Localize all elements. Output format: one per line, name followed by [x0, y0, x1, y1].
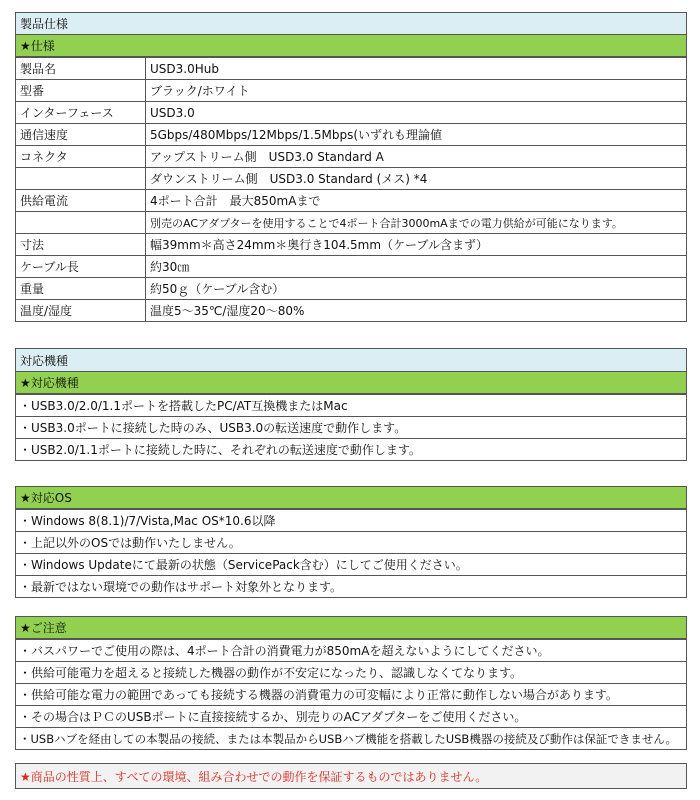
spec-section-header: 製品仕様 — [15, 12, 687, 35]
table-row — [16, 80, 687, 102]
compat-section-header: 対応機種 — [15, 348, 687, 372]
spec-key: 寸法 — [16, 234, 146, 256]
compat-list — [15, 394, 687, 461]
compat-subheader: ★対応機種 — [15, 372, 687, 394]
spec-value: 別売のACアダプターを使用することで4ポート合計3000mAまでの電力供給が可能になります。 — [146, 212, 687, 234]
list-item: ・上記以外のOSでは動作いたしません。 — [16, 532, 687, 554]
spec-table — [15, 57, 687, 322]
os-section — [15, 486, 687, 598]
os-list — [15, 509, 687, 598]
spec-key: 通信速度 — [16, 124, 146, 146]
table-row — [16, 278, 687, 300]
spec-key: ケーブル長 — [16, 256, 146, 278]
spec-value: 約50ｇ（ケーブル含む） — [146, 278, 687, 300]
spec-key — [16, 212, 146, 234]
spec-key: 温度/湿度 — [16, 300, 146, 322]
spec-section — [15, 12, 687, 322]
spec-key: コネクタ — [16, 146, 146, 168]
spec-value: ブラック/ホワイト — [146, 80, 687, 102]
table-row — [16, 212, 687, 234]
table-row — [16, 124, 687, 146]
spec-key — [16, 168, 146, 190]
spec-key: 重量 — [16, 278, 146, 300]
list-item: ・供給可能な電力の範囲であっても接続する機器の消費電力の可変幅により正常に動作しない場合があります。 — [16, 684, 687, 706]
spec-subheader: ★仕様 — [15, 35, 687, 57]
spec-key: インターフェース — [16, 102, 146, 124]
spec-value: ダウンストリーム側 USD3.0 Standard (メス) *4 — [146, 168, 687, 190]
table-row — [16, 146, 687, 168]
caution-section — [15, 616, 687, 750]
spec-value: アップストリーム側 USD3.0 Standard A — [146, 146, 687, 168]
table-row — [16, 190, 687, 212]
table-row — [16, 102, 687, 124]
list-item: ・USB3.0ポートに接続した時のみ、USB3.0の転送速度で動作します。 — [16, 417, 687, 439]
caution-subheader: ★ご注意 — [15, 616, 687, 639]
spec-key: 供給電流 — [16, 190, 146, 212]
table-row — [16, 168, 687, 190]
spec-key: 型番 — [16, 80, 146, 102]
compat-section — [15, 348, 687, 461]
table-row — [16, 234, 687, 256]
spec-value: USD3.0 — [146, 102, 687, 124]
spec-value: 約30㎝ — [146, 256, 687, 278]
spec-value: 4ポート合計 最大850mAまで — [146, 190, 687, 212]
table-row — [16, 300, 687, 322]
list-item: ・供給可能電力を超えると接続した機器の動作が不安定になったり、認識しなくてなります。 — [16, 662, 687, 684]
list-item: ・バスパワーでご使用の際は、4ポート合計の消費電力が850mAを超えないようにしてください。 — [16, 640, 687, 662]
list-item: ・Windows Updateにて最新の状態（ServicePack含む）にしてご使用ください。 — [16, 554, 687, 576]
caution-list — [15, 639, 687, 750]
spec-key: 製品名 — [16, 58, 146, 80]
os-subheader: ★対応OS — [15, 486, 687, 509]
list-item: ・USB3.0/2.0/1.1ポートを搭載したPC/AT互換機またはMac — [16, 395, 687, 417]
spec-value: USD3.0Hub — [146, 58, 687, 80]
spec-value: 5Gbps/480Mbps/12Mbps/1.5Mbps(いずれも理論値 — [146, 124, 687, 146]
footer-note: ★商品の性質上、すべての環境、組み合わせでの動作を保証するものではありません。 — [15, 763, 687, 789]
table-row — [16, 256, 687, 278]
list-item: ・最新ではない環境での動作はサポート対象外となります。 — [16, 576, 687, 598]
list-item: ・その場合はＰＣのUSBポートに直接接続するか、別売りのACアダプターをご使用ください。 — [16, 706, 687, 728]
list-item: ・USB2.0/1.1ポートに接続した時に、それぞれの転送速度で動作します。 — [16, 439, 687, 461]
spec-value: 温度5～35℃/湿度20～80% — [146, 300, 687, 322]
list-item: ・Windows 8(8.1)/7/Vista,Mac OS*10.6以降 — [16, 510, 687, 532]
spec-value: 幅39mm＊高さ24mm＊奥行き104.5mm（ケーブル含まず） — [146, 234, 687, 256]
table-row — [16, 58, 687, 80]
list-item: ・USBハブを経由しての本製品の接続、または本製品からUSBハブ機能を搭載したUSB機器の接続及び動作は保証できません。 — [16, 728, 687, 750]
